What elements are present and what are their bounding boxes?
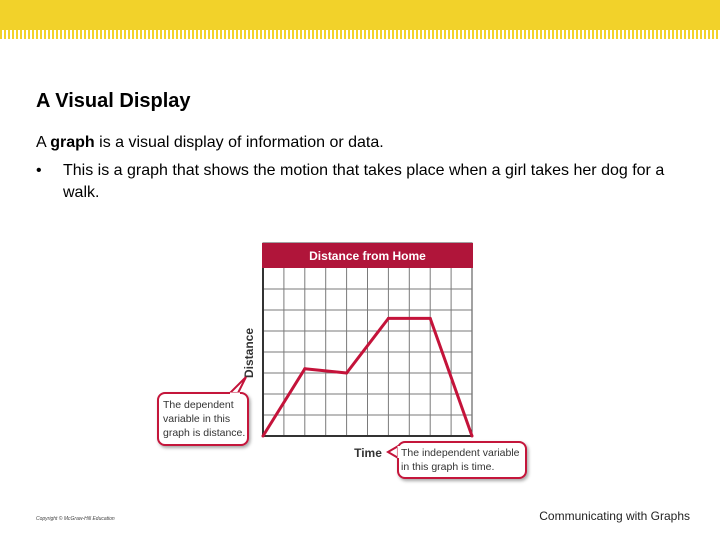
graph-title: Distance from Home (309, 249, 426, 263)
callout-dependent-line-3: graph is distance. (163, 427, 246, 439)
data-point (471, 435, 474, 438)
callout-independent-line-1: The independent variable (401, 447, 520, 459)
slide-title: A Visual Display (36, 90, 191, 112)
intro-prefix: A (36, 134, 51, 151)
intro-text (36, 132, 686, 153)
x-axis-label: Time (354, 446, 382, 460)
intro-term: graph (50, 134, 95, 151)
banner-stripes (0, 30, 720, 39)
data-point (429, 317, 432, 320)
y-axis-label: Distance (242, 327, 256, 379)
callout-dependent-line-1: The dependent (163, 399, 234, 411)
dependent-variable-callout (158, 377, 248, 445)
independent-variable-callout (388, 442, 526, 478)
top-banner (0, 0, 720, 30)
bullet-marker: • (36, 162, 42, 179)
data-point (387, 317, 390, 320)
footer-title: Communicating with Graphs (539, 509, 690, 523)
callout-independent-line-2: in this graph is time. (401, 461, 495, 473)
bullet-text: This is a graph that shows the motion that takes place when a girl takes her dog for a walk. (63, 162, 665, 201)
data-point (303, 367, 306, 370)
intro-suffix: is a visual display of information or data. (94, 134, 384, 151)
data-point (345, 372, 348, 375)
callout-dependent-line-2: variable in this (163, 413, 231, 425)
distance-time-graph (150, 235, 535, 490)
data-point (262, 435, 265, 438)
svg-text:The dependent variable i (163, 399, 245, 439)
copyright-notice: Copyright © McGraw-Hill Education (36, 516, 115, 522)
